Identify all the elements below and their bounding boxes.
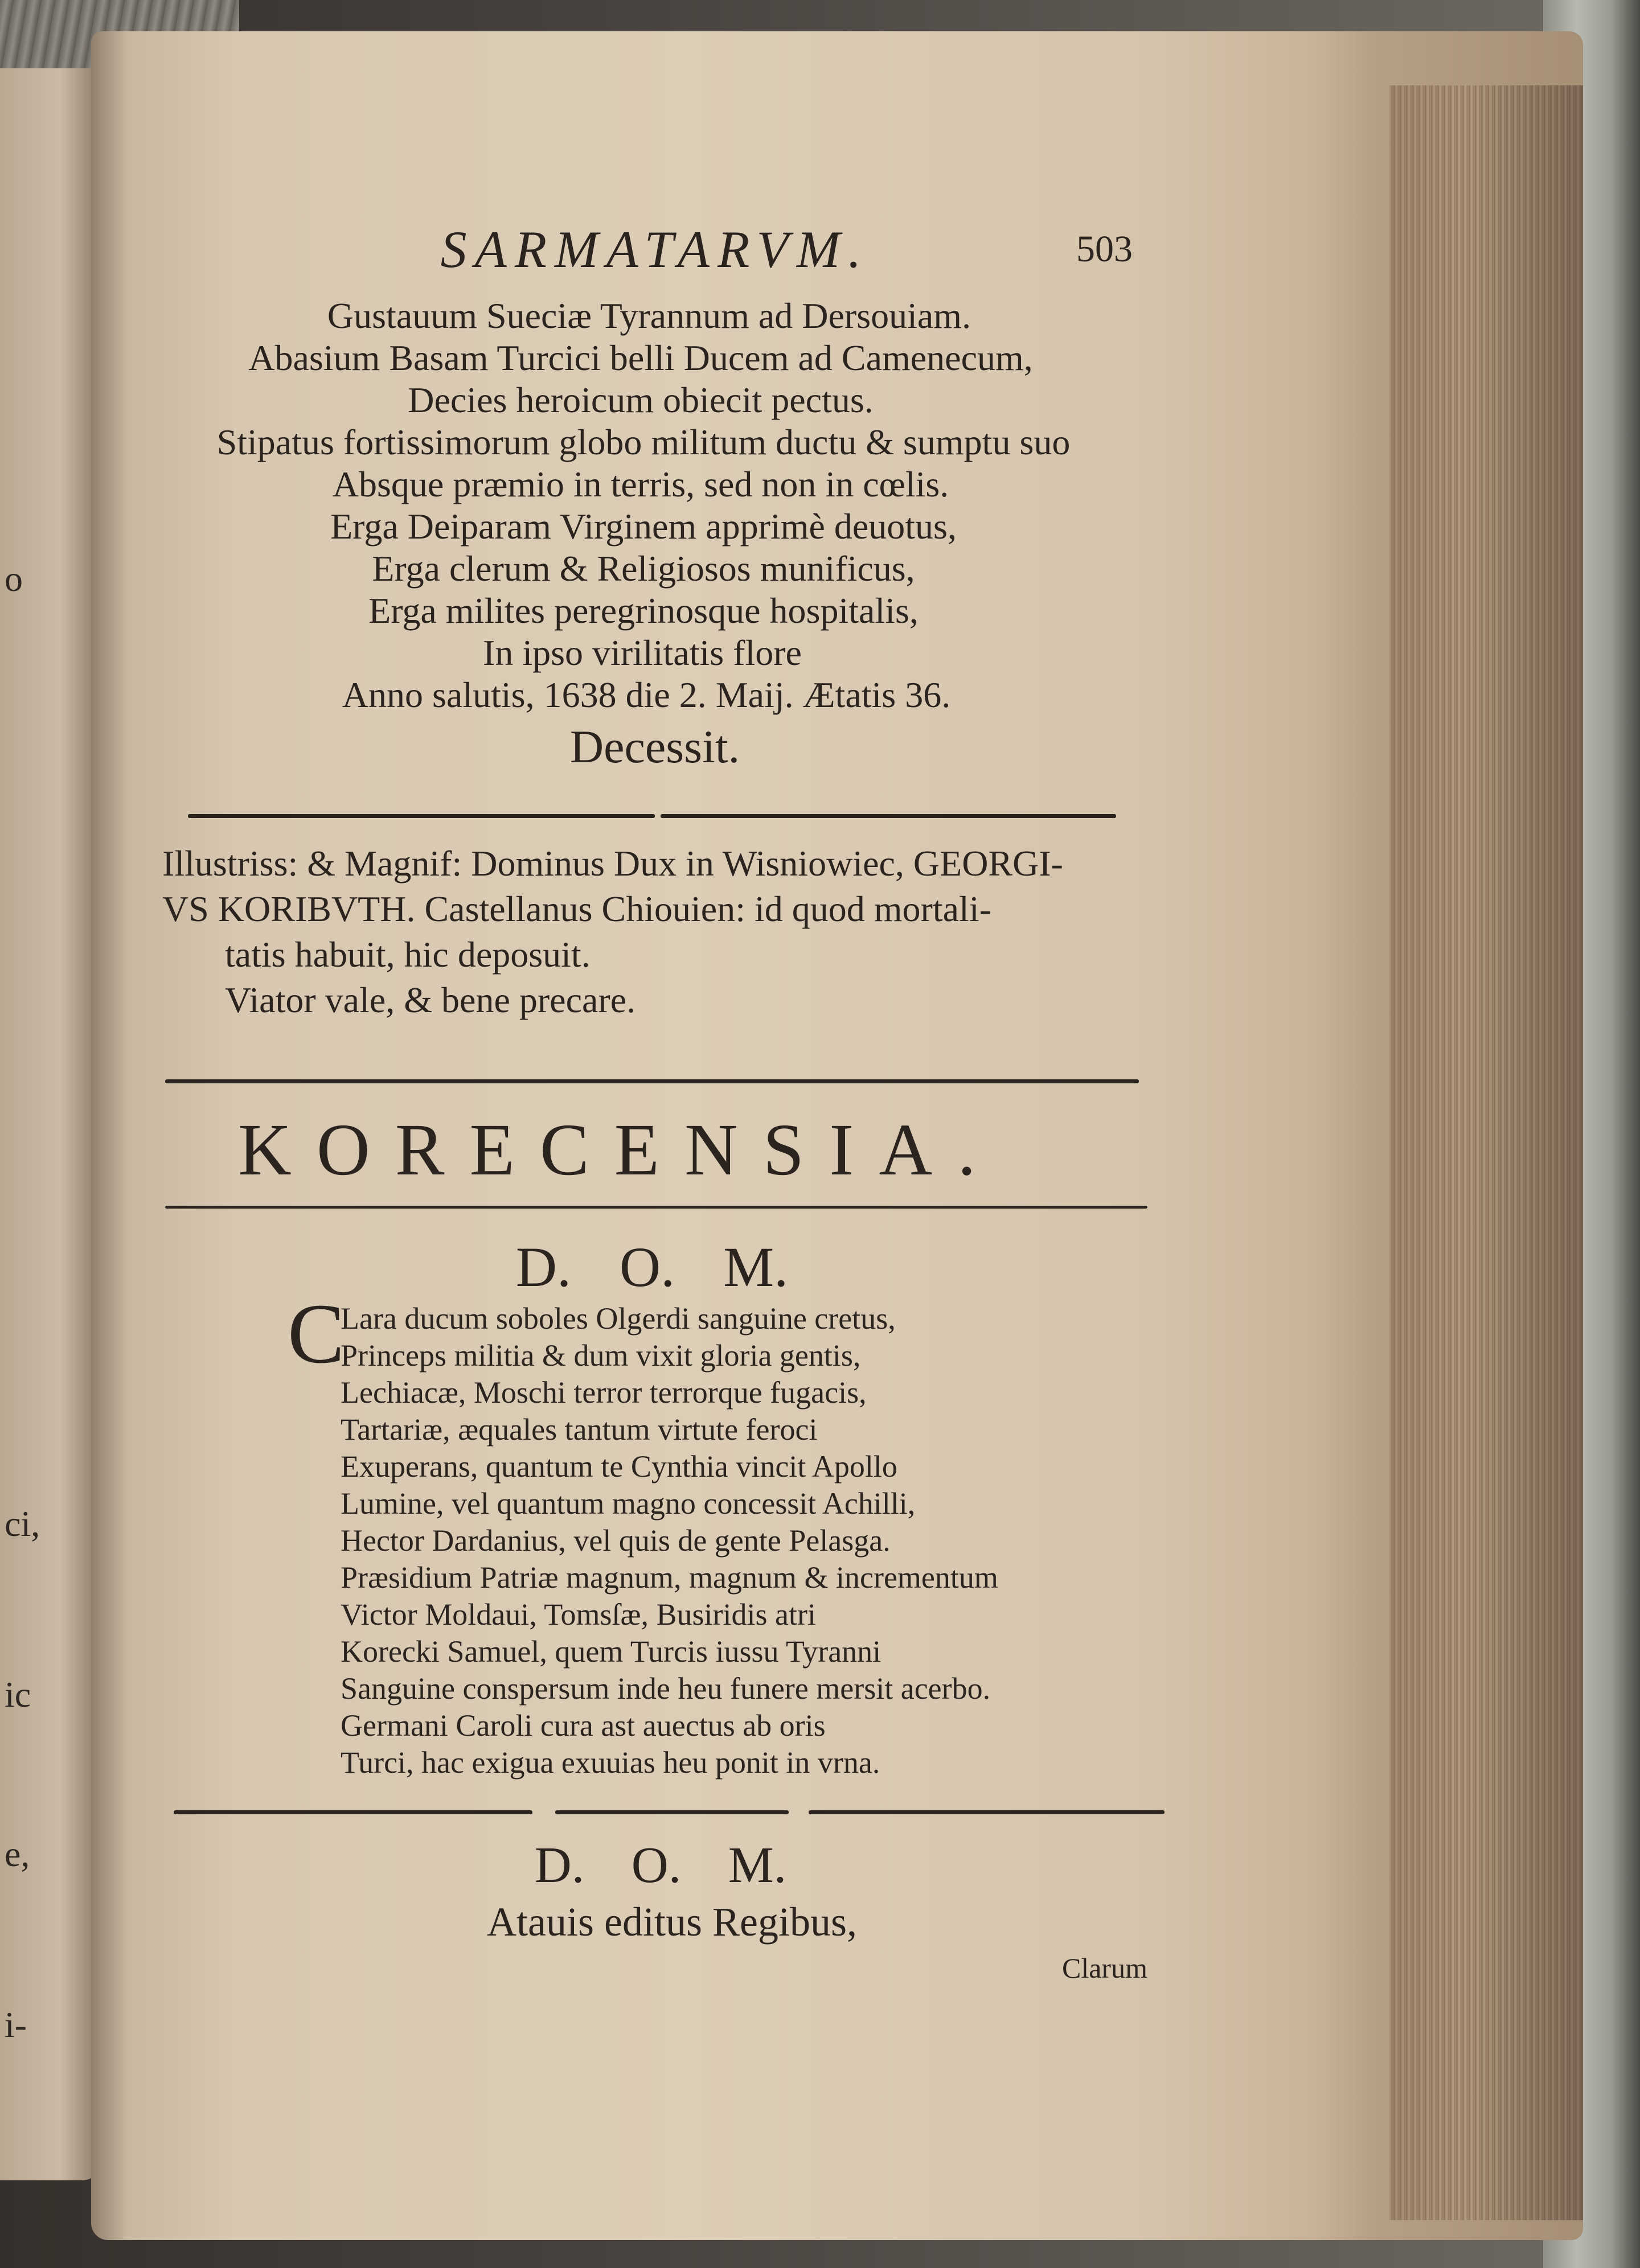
poem-line: Lumine, vel quantum magno concessit Achilli,: [341, 1486, 916, 1521]
left-page-fragment: i-: [5, 2004, 27, 2045]
inscription-line: Illustriss: & Magnif: Dominus Dux in Wisniowiec, GEORGI-: [162, 843, 1063, 884]
final-line: Atauis editus Regibus,: [487, 1899, 857, 1945]
inscription-line: tatis habuit, hic deposuit.: [225, 934, 591, 975]
poem-line: Lechiacæ, Moschi terror terrorque fugacis,: [341, 1375, 867, 1410]
epitaph-line: Erga Deiparam Virginem apprimè deuotus,: [330, 506, 957, 547]
epitaph-line: Absque præmio in terris, sed non in cœlis.: [332, 464, 949, 504]
horizontal-rule: [174, 1810, 532, 1814]
section-title: KORECENSIA.: [238, 1109, 1001, 1191]
left-page-fragment: ic: [5, 1674, 31, 1715]
catchword: Clarum: [1062, 1952, 1147, 1984]
dom-heading: D. O. M.: [515, 1235, 789, 1299]
poem-line: Hector Dardanius, vel quis de gente Pelasga.: [341, 1523, 891, 1558]
horizontal-rule: [661, 814, 1116, 818]
horizontal-rule: [809, 1810, 1165, 1814]
epitaph-line: Abasium Basam Turcici belli Ducem ad Camenecum,: [248, 338, 1033, 378]
poem-line: Germani Caroli cura ast auectus ab oris: [341, 1708, 826, 1743]
left-page: [0, 68, 100, 2180]
poem-line: Præsidium Patriæ magnum, magnum & incrementum: [341, 1560, 998, 1595]
inscription-line: VS KORIBVTH. Castellanus Chiouien: id quod mortali-: [162, 889, 991, 929]
horizontal-rule: [555, 1810, 789, 1814]
epitaph-line: Stipatus fortissimorum globo militum ductu & sumptu suo: [216, 422, 1071, 462]
horizontal-rule: [165, 1079, 1139, 1083]
horizontal-rule: [165, 1206, 1147, 1209]
inscription-line: Viator vale, & bene precare.: [225, 980, 636, 1020]
page-number: 503: [1076, 228, 1133, 270]
poem-line: Princeps militia & dum vixit gloria gentis,: [341, 1338, 861, 1373]
epitaph-line: Decies heroicum obiecit pectus.: [408, 380, 874, 420]
left-page-fragment: o: [5, 558, 23, 599]
decessit-line: Decessit.: [569, 721, 740, 773]
poem-line: Tartariæ, æquales tantum virtute feroci: [341, 1412, 818, 1447]
epitaph-line: Erga milites peregrinosque hospitalis,: [368, 590, 919, 631]
epitaph-line: In ipso virilitatis flore: [483, 632, 802, 673]
page-edges-shadow: [1389, 85, 1583, 2220]
left-page-fragment: e,: [5, 1834, 30, 1874]
epitaph-line: Erga clerum & Religiosos munificus,: [372, 548, 915, 589]
poem-line: Lara ducum soboles Olgerdi sanguine cretus,: [341, 1301, 896, 1336]
horizontal-rule: [188, 814, 655, 818]
poem-line: Turci, hac exigua exuuias heu ponit in vrna.: [341, 1745, 880, 1780]
left-page-fragment: ci,: [5, 1503, 40, 1544]
drop-cap: C: [288, 1287, 345, 1381]
poem-line: Sanguine conspersum inde heu funere mersit acerbo.: [341, 1671, 991, 1706]
dom-heading: D. O. M.: [534, 1837, 787, 1893]
epitaph-line: Gustauum Sueciæ Tyrannum ad Dersouiam.: [327, 295, 971, 336]
poem-line: Victor Moldaui, Tomsſæ, Busiridis atri: [341, 1597, 816, 1632]
running-head: SARMATARVM.: [440, 220, 870, 278]
epitaph-line: Anno salutis, 1638 die 2. Maij. Ætatis 36.: [342, 675, 951, 715]
poem-line: Exuperans, quantum te Cynthia vincit Apollo: [341, 1449, 897, 1484]
poem-line: Korecki Samuel, quem Turcis iussu Tyranni: [341, 1634, 882, 1669]
